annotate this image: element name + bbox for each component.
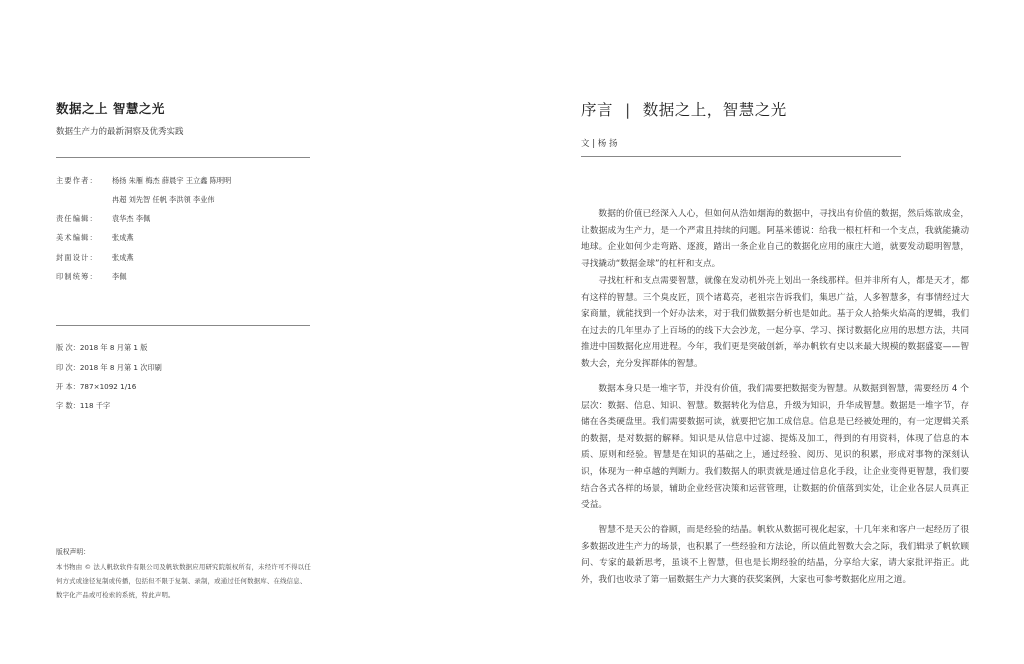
credit-value: 李佩 (112, 272, 127, 281)
credit-value: 冉超 刘先智 任帆 李洪領 李业伟 (112, 195, 215, 204)
edition-line: 开 本：787×1092 1/16 (56, 382, 137, 391)
credit-row (56, 232, 134, 244)
copyright-body: 本书物由 © 法人帆软软件有限公司及帆软数据应用研究院版权所有，未经许可不得以任何方式或途径复制或传播，包括但不限于复制、录制，或通过任何数据库、在线信息、数字化产品或可检索的系统，特此声明。 (56, 563, 311, 599)
credit-row (56, 194, 215, 206)
divider-right (581, 156, 901, 157)
edition-line: 字 数：118 千字 (56, 401, 111, 410)
preface-paragraph: 数据的价值已经深入人心，但如何从浩如烟海的数据中，寻找出有价值的数据，然后炼欲成金，让数据成为生产力，是一个严肃且持续的问题。阿基米德说：给我一根杠杆和一个支点，我就能撬动地球。企业如何少走弯路、逐渡，踏出一条企业自己的数据化应用的康庄大道，就要发动聪明智慧，寻找撬动“数据金球”的杠杆和支点。 (581, 209, 969, 269)
book-subtitle: 数据生产力的最新洞察及优秀实践 (56, 127, 184, 137)
preface-paragraph: 智慧不是天公的眷顾，而是经验的结晶。帆软从数据可视化起家，十几年来和客户一起经历了很多数据改进生产力的场景，也积累了一些经验和方法论，所以值此智数大会之际，我们辑录了帆软顾问、专家的最新思考，虽谈不上智慧，但也是长期经验的结晶，分享给大家，请大家批评指正。此外，我们也收录了第一届数据生产力大赛的获奖案例，大家也可参考数据化应用之道。 (581, 525, 969, 585)
preface-heading (581, 98, 787, 120)
divider-top (56, 157, 310, 158)
heading-separator: | (625, 101, 631, 119)
book-title: 数据之上 智慧之光 (56, 101, 165, 116)
credit-value: 张成燕 (112, 253, 134, 262)
author-line: 文 | 杨 扬 (581, 139, 618, 149)
credit-label: 美术编辑： (56, 233, 98, 242)
credit-value: 杨扬 朱雁 梅杰 薛晨宇 王立鑫 陈明明 (112, 176, 232, 185)
edition-line: 印 次：2018 年 8 月第 1 次印刷 (56, 363, 162, 372)
credit-row (56, 271, 126, 283)
divider-middle (56, 325, 310, 326)
section-label: 序言 (581, 101, 614, 119)
credit-label: 印制统筹： (56, 272, 98, 281)
edition-line: 版 次：2018 年 8 月第 1 版 (56, 343, 148, 352)
copyright-title: 版权声明： (56, 548, 90, 556)
credit-row (56, 175, 231, 187)
credit-value: 袁华杰 李佩 (112, 214, 151, 223)
credit-row (56, 213, 150, 225)
preface-paragraph: 数据本身只是一堆字节，并没有价值，我们需要把数据变为智慧。从数据到智慧，需要经历 4 个层次：数据、信息、知识、智慧。数据转化为信息，升级为知识，升华成智慧。数据是一堆字节，存储在各类硬盘里。我们需要数据可读，就要把它加工成信息。信息是已经被处理的，有一定逻辑关系的数据，是对数据的解释。知识是从信息中过滤、提炼及加工，得到的有用资料，体现了信息的本质、原则和经验。智慧是在知识的基础之上，通过经验、阅历、见识的积累，形成对事物的深刻认识，体现为一种卓越的判断力。我们数据人的职责就是通过信息化手段，让企业变得更智慧，我们要结合各式各样的场景，辅助企业经营决策和运营管理，让数据的价值落到实处，让企业各层人员真正受益。 (581, 384, 969, 511)
credit-label: 责任编辑： (56, 214, 98, 223)
credit-label: 主要作者： (56, 176, 98, 185)
credit-row (56, 252, 134, 264)
credit-value: 张成燕 (112, 233, 134, 242)
credit-label: 封面设计： (56, 253, 98, 262)
preface-paragraph: 寻找杠杆和支点需要智慧，就像在发动机外壳上划出一条线那样。但并非所有人，都是天才，都有这样的智慧。三个臭皮匠，顶个诸葛亮，老祖宗告诉我们，集思广益，人多智慧多，有事情经过大家商量，就能找到一个好办法来，对于我们做数据分析也是如此。基于众人拾柴火焰高的逻辑，我们在过去的几年里办了上百场的的线下大会沙龙，一起分享、学习、探讨数据化应用的思想方法，共同推进中国数据化应用进程。今年，我们更是突破创新，举办帆软有史以来最大规模的数据盛宴——智数大会，充分发挥群体的智慧。 (581, 276, 969, 369)
preface-title: 数据之上，智慧之光 (642, 101, 787, 119)
